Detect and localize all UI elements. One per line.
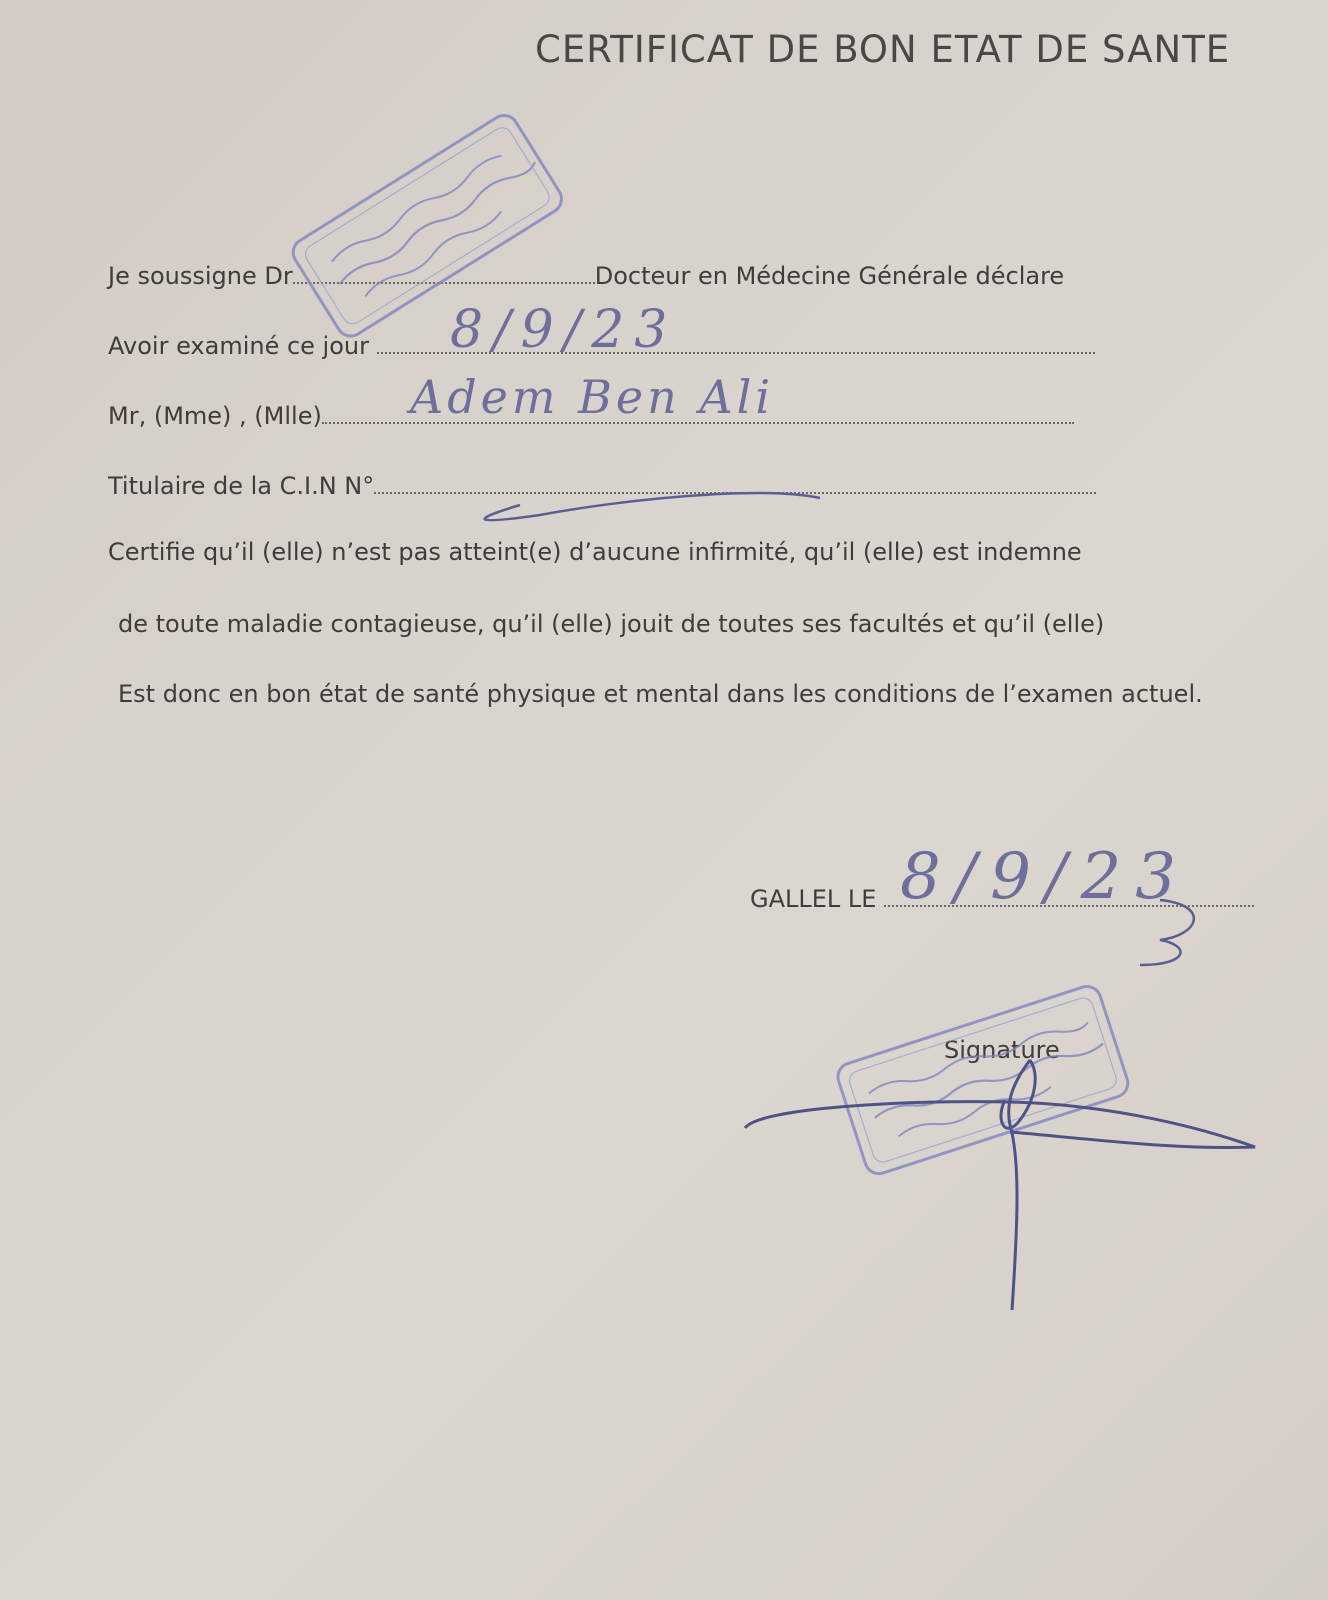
exam-date-prefix: Avoir examiné ce jour [108, 332, 369, 360]
cin-number-blank [374, 474, 1096, 494]
place-date-handwritten: 8/9/23 [900, 840, 1190, 914]
declaration-line-1: Certifie qu’il (elle) n’est pas atteint(e) d’aucune infirmité, qu’il (elle) est indemne [108, 538, 1082, 566]
doctor-prefix: Je soussigne Dr [108, 262, 293, 290]
place-prefix: GALLEL LE [750, 885, 877, 913]
patient-name-handwritten: Adem Ben Ali [410, 370, 775, 424]
cin-prefix: Titulaire de la C.I.N N° [108, 472, 375, 500]
doctor-line [108, 262, 1064, 290]
doctor-stamp-lower [834, 983, 1131, 1177]
doctor-suffix: Docteur en Médecine Générale déclare [594, 262, 1065, 290]
signature-label: Signature [944, 1036, 1060, 1064]
doctor-name-blank [293, 264, 595, 284]
patient-name-prefix: Mr, (Mme) , (Mlle) [108, 402, 322, 430]
document-title: CERTIFICAT DE BON ETAT DE SANTE [535, 28, 1231, 71]
declaration-line-2: de toute maladie contagieuse, qu’il (elle) jouit de toutes ses facultés et qu’il (elle) [118, 610, 1105, 638]
cin-line [108, 472, 1096, 500]
doctor-signature [745, 1060, 1255, 1310]
exam-date-handwritten: 8/9/23 [450, 300, 678, 360]
declaration-line-3: Est donc en bon état de santé physique et mental dans les conditions de l’examen actuel. [118, 680, 1203, 708]
